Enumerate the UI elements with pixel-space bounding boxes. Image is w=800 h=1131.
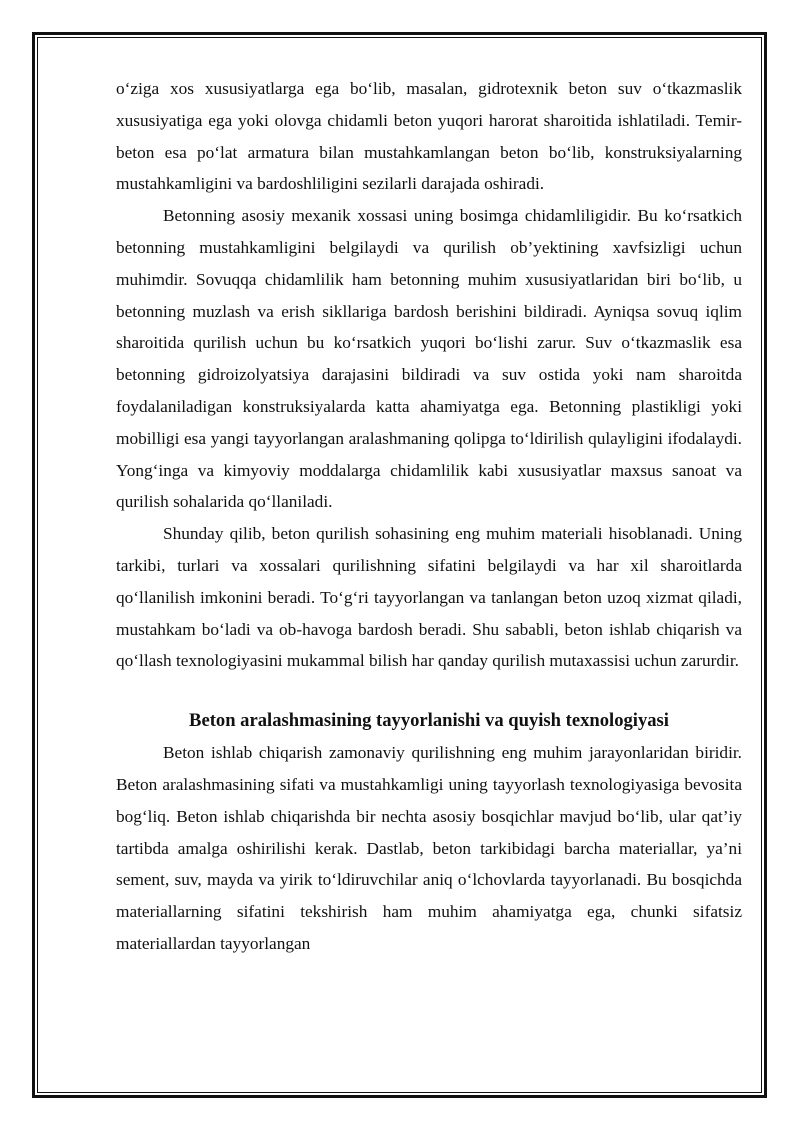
document-body (116, 73, 742, 960)
paragraph-1: o‘ziga xos xususiyatlarga ega bo‘lib, masalan, gidrotexnik beton suv o‘tkazmaslik xususiyatiga ega yoki olovga chidamli beton yuqori harorat sharoitida ishlatiladi. Temir-beton esa po‘lat armatura bilan mustahkamlangan beton bo‘lib, konstruksiyalarning mustahkamligini va bardoshliligini sezilarli darajada oshiradi. (116, 79, 742, 194)
paragraph-4: Beton ishlab chiqarish zamonaviy qurilishning eng muhim jarayonlaridan biridir. Beton aralashmasining sifati va mustahkamligi uning tayyorlash texnologiyasiga bevosita bog‘liq. Beton ishlab chiqarishda bir nechta asosiy bosqichlar mavjud bo‘lib, ular qat’iy tartibda amalga oshirilishi kerak. Dastlab, beton tarkibidagi barcha materiallar, ya’ni sement, suv, mayda va yirik to‘ldiruvchilar aniq o‘lchovlarda tayyorlanadi. Bu bosqichda materiallarning sifatini tekshirish ham muhim ahamiyatga ega, chunki sifatsiz materiallardan tayyorlangan (116, 743, 742, 953)
paragraph-3: Shunday qilib, beton qurilish sohasining eng muhim materiali hisoblanadi. Uning tarkibi, turlari va xossalari qurilishning sifatini belgilaydi va har xil sharoitlarda qo‘llanilish imkonini beradi. To‘g‘ri tayyorlangan va tanlangan beton uzoq xizmat qiladi, mustahkam bo‘ladi va ob-havoga bardosh beradi. Shu sababli, beton ishlab chiqarish va qo‘llash texnologiyasini mukammal bilish har qanday qurilish mutaxassisi uchun zarurdir. (116, 524, 742, 671)
paragraph-2: Betonning asosiy mexanik xossasi uning bosimga chidamliligidir. Bu ko‘rsatkich betonning mustahkamligini belgilaydi va qurilish ob’yektining xavfsizligi uchun muhimdir. Sovuqqa chidamlilik ham betonning muhim xususiyatlaridan biri bo‘lib, u betonning muzlash va erish sikllariga bardosh berishini bildiradi. Ayniqsa sovuq iqlim sharoitida qurilish uchun bu ko‘rsatkich yuqori bo‘lishi zarur. Suv o‘tkazmaslik esa betonning gidroizolyatsiya darajasini bildiradi va suv ostida yoki nam sharoitda foydalaniladigan konstruksiyalarda katta ahamiyatga ega. Betonning plastikligi yoki mobilligi esa yangi tayyorlangan aralashmaning qolipga to‘ldirilish qulayligini ifodalaydi. Yong‘inga va kimyoviy moddalarga chidamlilik kabi xususiyatlar maxsus sanoat va qurilish sohalarida qo‘llaniladi. (116, 206, 742, 512)
section-heading: Beton aralashmasining tayyorlanishi va quyish texnologiyasi (189, 710, 669, 732)
